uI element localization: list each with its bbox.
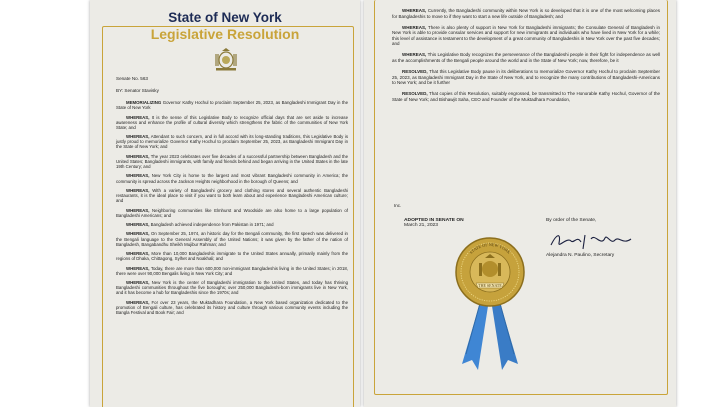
paragraph-text: New York City is home to the largest and most vibrant Bangladeshi community in America; the community is spread across the Jackson Heights neighborhood in the borough of Queens; and xyxy=(116,173,348,184)
paragraph-text: Today, there are more than 600,000 non-immigrant Bangladeshis living in the United States; in 2018, there were over 90,000 Bengalis living in New York City; and xyxy=(116,265,348,276)
paragraph-lead: WHEREAS, xyxy=(126,251,150,257)
resolution-paragraph xyxy=(392,8,660,19)
resolution-paragraph xyxy=(116,222,348,227)
resolution-paragraph xyxy=(392,69,660,86)
resolution-paragraph xyxy=(116,134,348,149)
paragraph-lead: WHEREAS, xyxy=(126,280,150,286)
paragraph-lead: WHEREAS, xyxy=(126,207,150,213)
org-suffix: Inc. xyxy=(394,203,402,208)
resolution-paragraph xyxy=(116,251,348,261)
paragraph-lead: MEMORIALIZING xyxy=(126,100,162,105)
resolution-paragraph xyxy=(116,115,348,130)
paragraph-text: Currently, the Bangladeshi community within New York is so developed that it is one of the most welcoming places for Bangladeshis to move to if they want to start a new life outside of Bangladesh; and xyxy=(392,8,660,19)
senate-gold-seal-with-ribbon xyxy=(452,236,528,378)
resolution-paragraph xyxy=(392,52,660,63)
paragraph-text: That copies of this Resolution, suitably engrossed, be transmitted to The Honorable Kathy Hochul, Governor of the State of New York; and Bishawjit Saha, CEO and Founder of the Muktadhara Foundation, xyxy=(392,91,661,102)
paragraph-lead: WHEREAS, xyxy=(402,8,427,13)
resolution-page-right xyxy=(364,0,676,407)
resolution-paragraph xyxy=(116,100,348,110)
sponsor-line: BY: Senator Stavisky xyxy=(116,88,159,93)
legislative-resolution-title: Legislative Resolution xyxy=(150,26,300,42)
resolution-body-left xyxy=(116,100,348,319)
resolution-paragraph xyxy=(116,173,348,183)
resolution-paragraph xyxy=(116,188,348,203)
resolution-paragraph xyxy=(116,208,348,218)
paragraph-text: Governor Kathy Hochul to proclaim September 25, 2023, as Bangladeshi Immigrant Day in the State of New York xyxy=(116,100,348,111)
paragraph-lead: WHEREAS, xyxy=(126,173,150,179)
paragraph-text: On September 25, 1974, an historic day for the Bengali community, the first speech was delivered in the Bengali language to the General Assembly of the United Nations; it was given by the father of the nation of Bangladesh, Bangabandhu Sheikh Mujibur Rahman; and xyxy=(116,231,348,247)
adopted-label: ADOPTED IN SENATE ON xyxy=(404,218,464,223)
paragraph-text: More than 10,000 Bangladeshis immigrate to the United States annually, primarily mainly from the regions of Dhaka, Chittagong, Sylhet and Noakhali; and xyxy=(116,251,348,262)
adopted-date: March 21, 2023 xyxy=(404,223,438,228)
paragraph-lead: RESOLVED, xyxy=(402,68,428,74)
paragraph-text: With a variety of Bangladeshi grocery and clothing stores and several authentic Bangladeshi restaurants, it is the ideal place to visit if you want to both learn about and experience Bangladeshi American culture; and xyxy=(116,187,348,204)
order-text: By order of the Senate, xyxy=(546,218,597,223)
paragraph-lead: WHEREAS, xyxy=(126,187,150,193)
resolution-paragraph xyxy=(116,300,348,315)
paragraph-text: This Legislative Body recognizes the perseverance of the Bangladeshi people in their fight for independence as well as the accomplishments of the Bengali people around the world and in the State of New York; now, therefore, be it xyxy=(392,52,660,63)
paragraph-lead: WHEREAS, xyxy=(402,52,427,58)
state-coat-of-arms-icon xyxy=(212,48,240,72)
resolution-paragraph xyxy=(116,154,348,169)
signature-icon xyxy=(547,229,639,251)
paragraph-lead: RESOLVED, xyxy=(402,91,428,97)
resolution-page-left xyxy=(90,0,360,407)
paragraph-lead: WHEREAS, xyxy=(126,231,150,237)
adoption-block xyxy=(404,218,464,228)
senate-number: Senate No. 563 xyxy=(116,76,148,81)
paragraph-lead: WHEREAS, xyxy=(126,265,150,271)
state-title: State of New York xyxy=(168,10,282,25)
signer-name: Alejandra N. Paulino, Secretary xyxy=(546,253,615,258)
paragraph-lead: WHEREAS, xyxy=(126,299,150,305)
paragraph-lead: WHEREAS, xyxy=(126,114,150,120)
resolution-paragraph xyxy=(116,231,348,246)
paragraph-text: New York is the center of Bangladeshi immigration to the United States, and today has thriving Bangladeshi communities throughout the five boroughs; over 250,000 Bangladeshi-born immigrants live in New York, and it has become a hub for Bangladeshis since the 1970s; and xyxy=(116,280,348,296)
paragraph-lead: WHEREAS, xyxy=(126,222,150,228)
resolution-paragraph xyxy=(116,280,348,295)
resolution-paragraph xyxy=(392,25,660,47)
resolution-paragraph xyxy=(392,91,660,102)
paragraph-text: The year 2023 celebrates over five decades of a successful partnership between Bangladesh and the United States; Bangladeshi immigrants, with family and friends behind and began arriving in the United States in the late 19th Century; and xyxy=(116,153,348,170)
paragraph-text: Attendant to such concern, and in full accord with its long-standing traditions, this Legislative Body is justly proud to memorialize Governor Kathy Hochul to proclaim September 25, 2023, as Bangladeshi Immigrant Day in the State of New York; and xyxy=(116,134,348,150)
paragraph-lead: WHEREAS, xyxy=(126,153,150,159)
paragraph-text: For over 23 years, the Muktadhara Foundation, a New York based organization dedicated to the promotion of Bengali culture, has celebrated its history and culture through various community events including the Bangla Festival and Book Fair; and xyxy=(116,299,348,316)
resolution-paragraph xyxy=(116,266,348,276)
paragraph-text: That this Legislative Body pause in its deliberations to memorialize Governor Kathy Hochul to proclaim September 25, 2023, as Bangladeshi Immigrant Day in the State of New York, and to recognize the many contributions of Bangladeshi-Americans to New York; and be it further xyxy=(392,68,660,86)
resolution-body-right xyxy=(392,8,660,108)
seal-ring-text: STATE OF NEW YORK xyxy=(468,241,512,255)
seal-text: THE SENATE xyxy=(478,283,502,288)
paragraph-lead: WHEREAS, xyxy=(402,24,427,30)
paragraph-lead: WHEREAS, xyxy=(126,134,150,140)
paragraph-text: It is the sense of this Legislative Body to recognize official days that are set aside to increase awareness and enhance the profile of cultural diversity which strengthens the fabric of the communities of New York State; and xyxy=(116,114,348,130)
paragraph-text: There is also plenty of support in New York for Bangladeshi immigrants; the Consulate General of Bangladesh in New York is able to provide consular services and support for new immigrants and individuals who have lived in New York for a while; this level of assistance is testament to the development of a great community of Bangladeshis in New York over the past five decades; and xyxy=(392,24,660,47)
paragraph-text: Neighboring communities like Elmhurst and Woodside are also home to a large population of Bangladeshi Americans; and xyxy=(116,207,348,218)
paragraph-text: Bangladesh achieved independence from Pakistan in 1971; and xyxy=(150,222,274,228)
